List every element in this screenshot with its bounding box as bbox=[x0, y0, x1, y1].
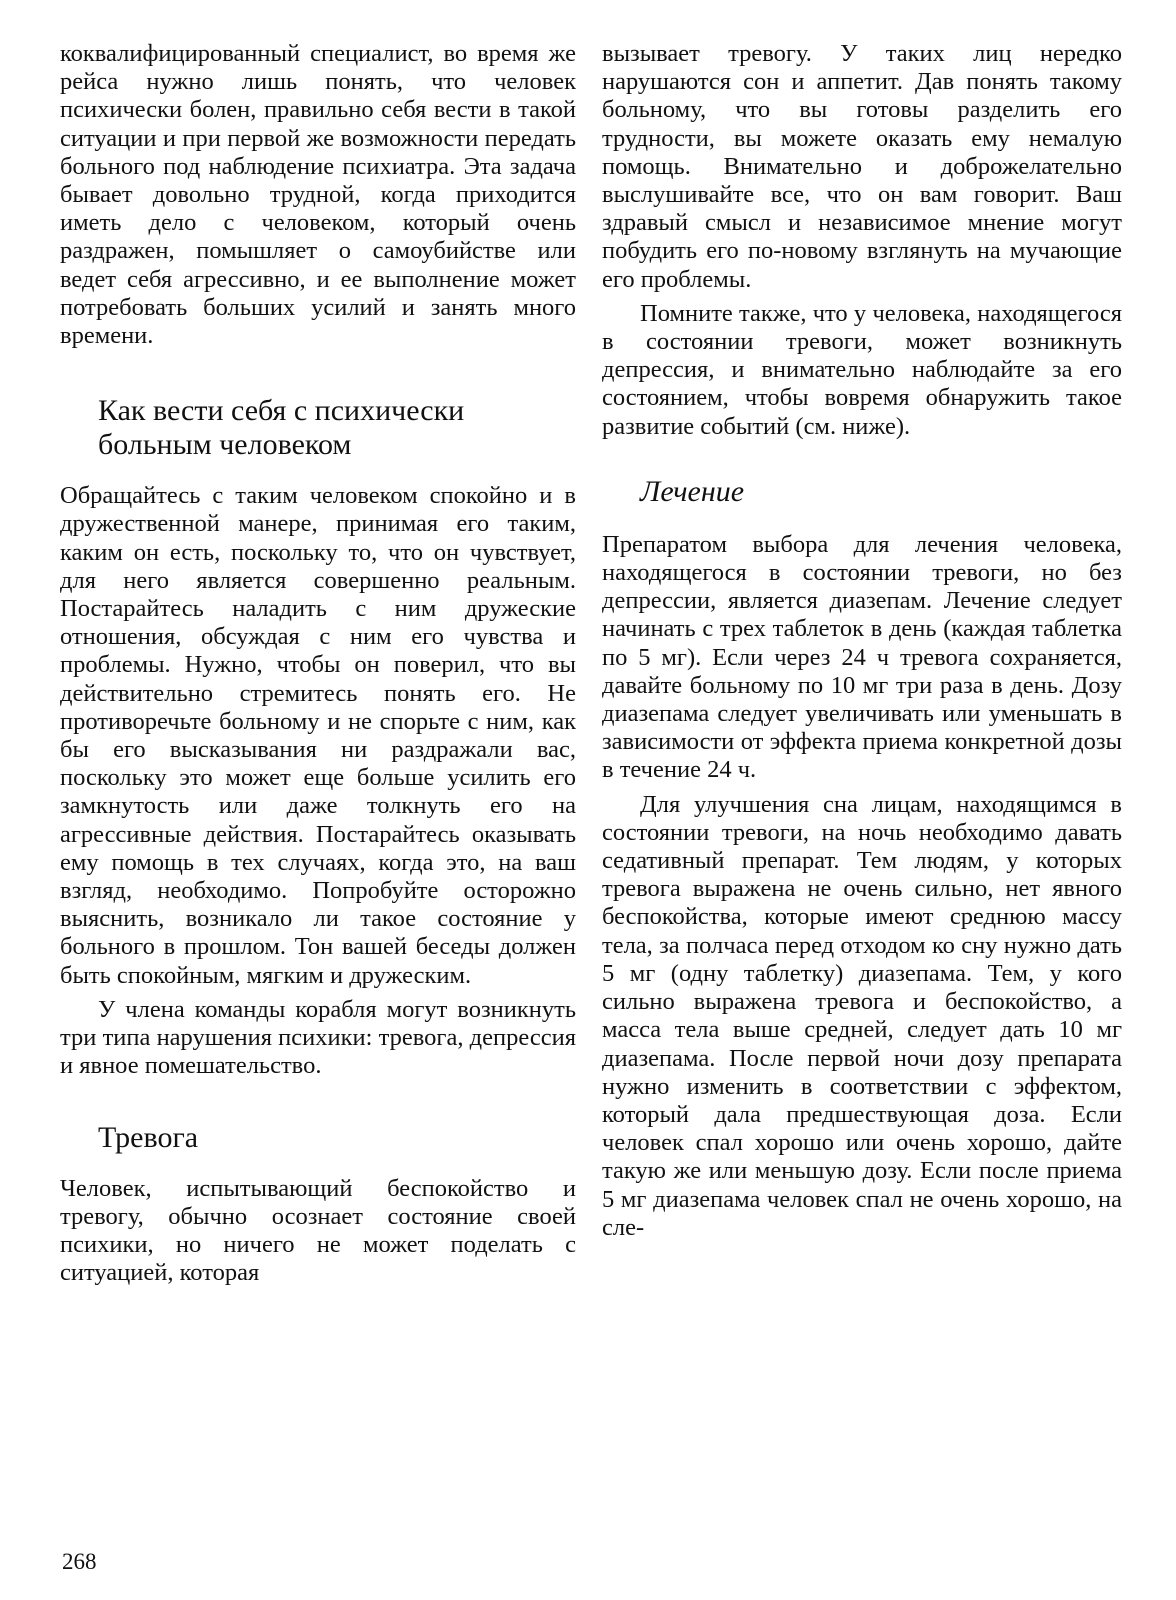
paragraph-anxiety-1: Человек, испытывающий беспокойство и тревогу, обычно осознает состояние своей психики, но ничего не может поделать с ситуацией, которая bbox=[60, 1174, 576, 1287]
heading-behavior: Как вести себя с психически больным человеком bbox=[98, 394, 465, 462]
right-column bbox=[602, 40, 1122, 1248]
paragraph-anxiety-continued: вызывает тревогу. У таких лиц нередко нарушаются сон и аппетит. Дав понять такому больному, что вы готовы разделить его трудности, вы можете оказать ему немалую помощь. Внимательно и доброжелательно выслушивайте все, что он вам говорит. Ваш здравый смысл и независимое мнение могут побудить его по-новому взглянуть на мучающие его проблемы. bbox=[602, 40, 1122, 293]
paragraph-treatment-1: Препаратом выбора для лечения человека, находящегося в состоянии тревоги, но без депрессии, является диазепам. Лечение следует начинать с трех таблеток в день (каждая таблетка по 5 мг). Если через 24 ч тревога сохраняется, давайте больному по 10 мг три раза в день. Дозу диазепама следует увеличивать или уменьшать в зависимости от эффекта приема конкретной дозы в течение 24 ч. bbox=[602, 530, 1122, 784]
heading-treatment: Лечение bbox=[640, 474, 745, 508]
paragraph-behavior-1: Обращайтесь с таким человеком спокойно и в дружественной манере, принимая его таким, каким он есть, поскольку то, что он чувствует, для него является совершенно реальным. Постарайтесь наладить с ним дружеские отношения, обсуждая с ним его чувства и проблемы. Нужно, чтобы он поверил, что вы действительно стремитесь понять его. Не противоречьте больному и не спорьте с ним, как бы его высказывания ни раздражали вас, поскольку это может еще больше усилить его замкнутость или даже толкнуть его на агрессивные действия. Постарайтесь оказывать ему помощь в тех случаях, когда это, на ваш взгляд, необходимо. Попробуйте осторожно выяснить, возникало ли такое состояние у больного в прошлом. Тон вашей беседы должен быть спокойным, мягким и дружеским. bbox=[60, 482, 576, 989]
paragraph-behavior-2: У члена команды корабля могут возникнуть три типа нарушения психики: тревога, депрессия и явное помешательство. bbox=[60, 995, 576, 1080]
paragraph-treatment-2: Для улучшения сна лицам, находящимся в состоянии тревоги, на ночь необходимо давать седативный препарат. Тем людям, у которых тревога выражена не очень сильно, нет явного беспокойства, которые имеют среднюю массу тела, за полчаса перед отходом ко сну нужно дать 5 мг (одну таблетку) диазепама. Тем, у кого сильно выражена тревога и беспокойство, а масса тела выше средней, следует дать 10 мг диазепама. После первой ночи дозу препарата нужно изменить в соответствии с эффектом, который дала предшествующая доза. Если человек спал хорошо или очень хорошо, дайте такую же или меньшую дозу. Если после приема 5 мг диазепама человек спал не очень хорошо, на сле- bbox=[602, 790, 1122, 1241]
paragraph-intro: коквалифицированный специалист, во время же рейса нужно лишь понять, что человек психически болен, правильно себя вести в такой ситуации и при первой же возможности передать больного под наблюдение психиатра. Эта задача бывает довольно трудной, когда приходится иметь дело с человеком, который очень раздражен, помышляет о самоубийстве или ведет себя агрессивно, и ее выполнение может потребовать больших усилий и занять много времени. bbox=[60, 40, 576, 350]
page-number: 268 bbox=[62, 1549, 97, 1574]
paragraph-anxiety-2: Помните также, что у человека, находящегося в состоянии тревоги, может возникнуть депрессия, и внимательно наблюдайте за его состоянием, чтобы вовремя обнаружить такое развитие событий (см. ниже). bbox=[602, 299, 1122, 440]
heading-anxiety: Тревога bbox=[98, 1120, 199, 1154]
left-column bbox=[60, 40, 576, 1293]
